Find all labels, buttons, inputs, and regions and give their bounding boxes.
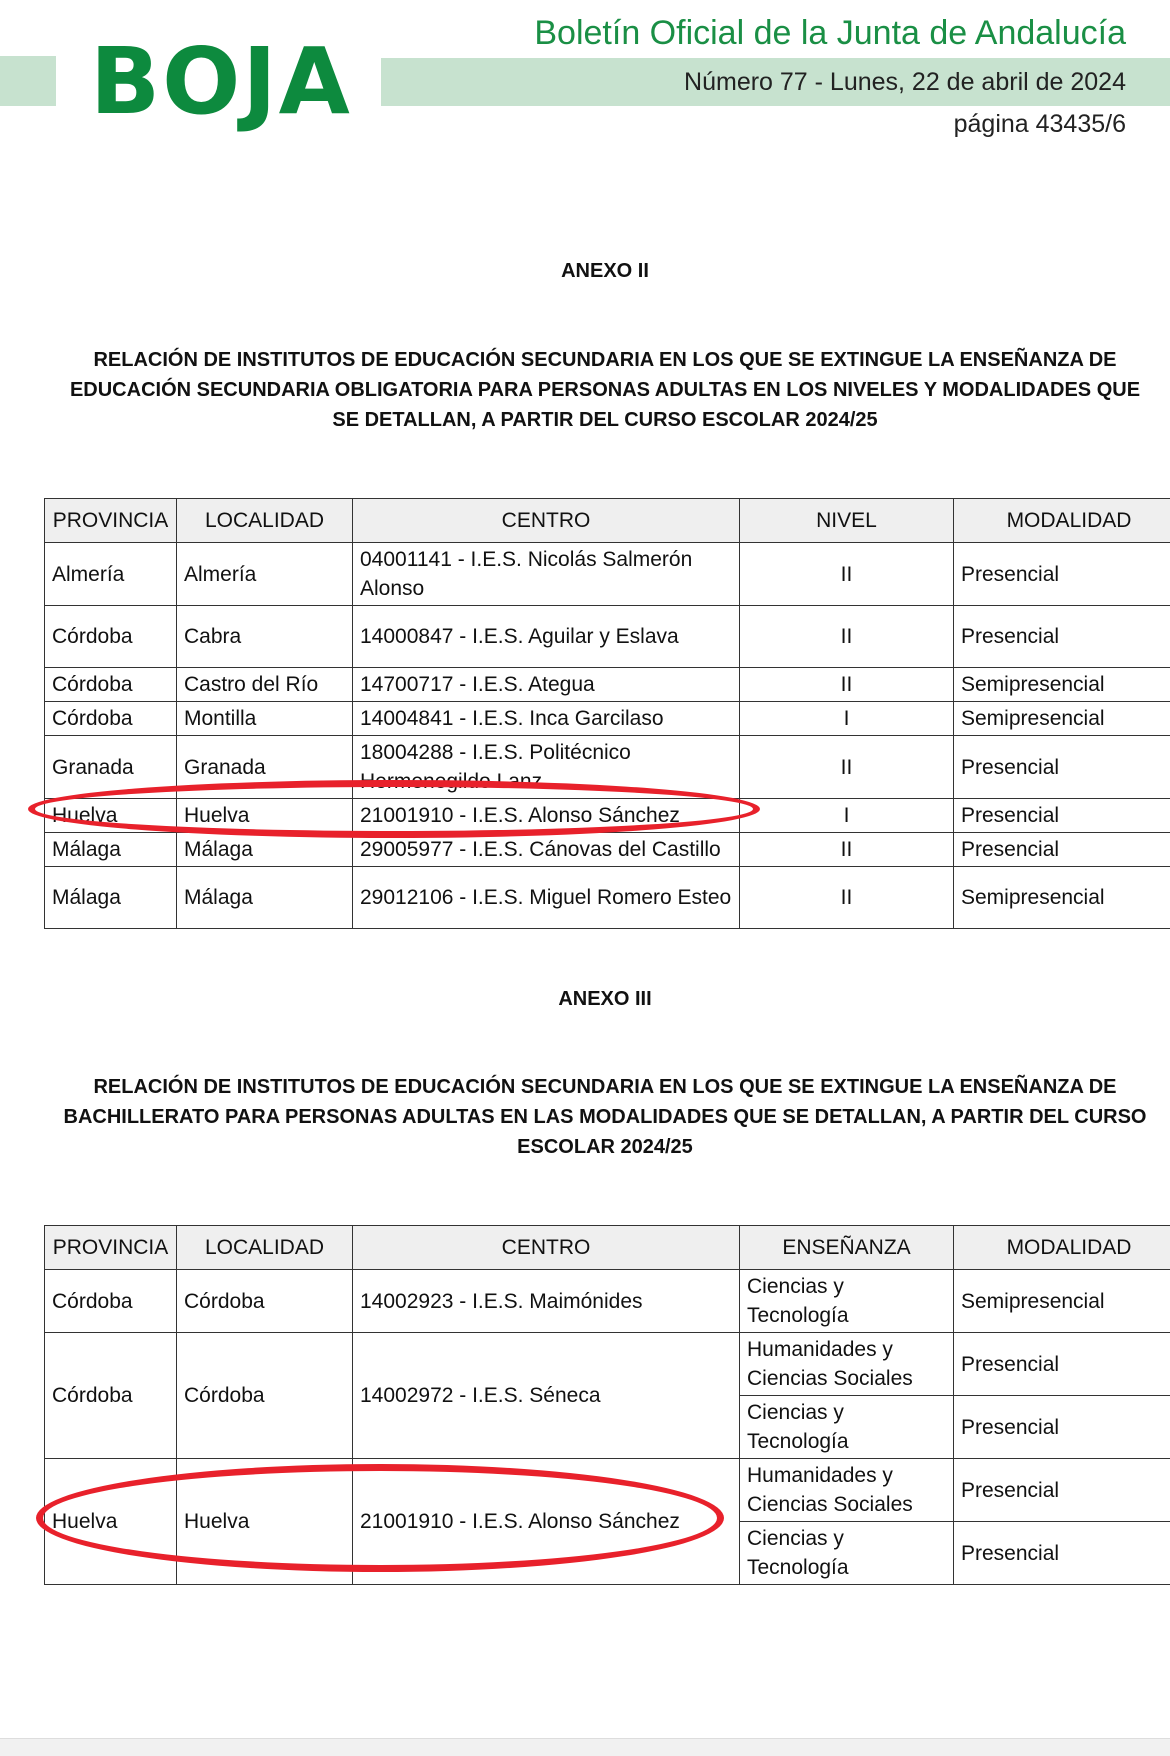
cell-modalidad: Presencial: [954, 799, 1170, 833]
cell-provincia: Córdoba: [45, 1270, 177, 1333]
cell-provincia: Huelva: [45, 1459, 177, 1585]
col-modalidad: MODALIDAD: [954, 1226, 1170, 1270]
cell-ensenanza: Humanidades y Ciencias Sociales: [740, 1459, 954, 1522]
cell-nivel: II: [740, 867, 954, 929]
cell-modalidad: Presencial: [954, 833, 1170, 867]
cell-ensenanza: Ciencias y Tecnología: [740, 1270, 954, 1333]
cell-localidad: Granada: [177, 736, 353, 799]
cell-provincia: Córdoba: [45, 606, 177, 668]
cell-modalidad: Presencial: [954, 606, 1170, 668]
col-localidad: LOCALIDAD: [177, 499, 353, 543]
cell-provincia: Almería: [45, 543, 177, 606]
cell-localidad: Montilla: [177, 702, 353, 736]
highlight-oval-annex3: [36, 1464, 724, 1572]
table-header-row: [45, 499, 1170, 543]
cell-modalidad: Presencial: [954, 1333, 1170, 1396]
cell-provincia: Málaga: [45, 833, 177, 867]
cell-provincia: Córdoba: [45, 1333, 177, 1459]
cell-nivel: II: [740, 833, 954, 867]
page-bottom-edge: [0, 1738, 1170, 1756]
cell-modalidad: Presencial: [954, 736, 1170, 799]
cell-localidad: Huelva: [177, 799, 353, 833]
cell-centro: 21001910 - I.E.S. Alonso Sánchez: [353, 799, 740, 833]
annex3-title: [40, 1072, 1170, 1162]
page-number: página 43435/6: [954, 110, 1126, 139]
cell-localidad: Castro del Río: [177, 668, 353, 702]
cell-provincia: Córdoba: [45, 668, 177, 702]
cell-nivel: II: [740, 543, 954, 606]
col-nivel: NIVEL: [740, 499, 954, 543]
bulletin-title: Boletín Oficial de la Junta de Andalucía: [534, 14, 1126, 53]
annex3-title-line: RELACIÓN DE INSTITUTOS DE EDUCACIÓN SECUNDARIA EN LOS QUE SE EXTINGUE LA ENSEÑANZA DE: [40, 1072, 1170, 1102]
cell-localidad: Málaga: [177, 867, 353, 929]
table-row: [45, 833, 1170, 867]
annex2-title-line: SE DETALLAN, A PARTIR DEL CURSO ESCOLAR 2024/25: [40, 405, 1170, 435]
table-row: [45, 668, 1170, 702]
cell-provincia: Huelva: [45, 799, 177, 833]
cell-provincia: Granada: [45, 736, 177, 799]
header-band-left: [0, 56, 56, 106]
table-row: [45, 543, 1170, 606]
table-row: [45, 702, 1170, 736]
annex3-title-line: ESCOLAR 2024/25: [40, 1132, 1170, 1162]
annex2-title-line: RELACIÓN DE INSTITUTOS DE EDUCACIÓN SECUNDARIA EN LOS QUE SE EXTINGUE LA ENSEÑANZA DE: [40, 345, 1170, 375]
cell-modalidad: Semipresencial: [954, 867, 1170, 929]
cell-modalidad: Semipresencial: [954, 1270, 1170, 1333]
cell-centro: 14000847 - I.E.S. Aguilar y Eslava: [353, 606, 740, 668]
cell-modalidad: Presencial: [954, 1522, 1170, 1585]
cell-provincia: Málaga: [45, 867, 177, 929]
cell-nivel: II: [740, 606, 954, 668]
annex3-heading: ANEXO III: [40, 984, 1170, 1014]
annex2-title: [40, 345, 1170, 435]
cell-centro: 04001141 - I.E.S. Nicolás Salmerón Alonso: [353, 543, 740, 606]
cell-nivel: I: [740, 702, 954, 736]
table-row: [45, 867, 1170, 929]
cell-modalidad: Semipresencial: [954, 702, 1170, 736]
cell-localidad: Málaga: [177, 833, 353, 867]
col-centro: CENTRO: [353, 1226, 740, 1270]
cell-localidad: Cabra: [177, 606, 353, 668]
highlight-oval-annex2: [28, 780, 760, 838]
cell-centro: 18004288 - I.E.S. Politécnico Hermenegildo Lanz: [353, 736, 740, 799]
annex2-table: [44, 498, 1170, 929]
cell-centro: 14700717 - I.E.S. Ategua: [353, 668, 740, 702]
annex2-title-line: EDUCACIÓN SECUNDARIA OBLIGATORIA PARA PERSONAS ADULTAS EN LOS NIVELES Y MODALIDADES QUE: [40, 375, 1170, 405]
cell-modalidad: Presencial: [954, 1396, 1170, 1459]
cell-ensenanza: Humanidades y Ciencias Sociales: [740, 1333, 954, 1396]
cell-centro: 14004841 - I.E.S. Inca Garcilaso: [353, 702, 740, 736]
table-row: [45, 1333, 1170, 1396]
table-row: [45, 606, 1170, 668]
annex3-title-line: BACHILLERATO PARA PERSONAS ADULTAS EN LAS MODALIDADES QUE SE DETALLAN, A PARTIR DEL CURSO: [40, 1102, 1170, 1132]
cell-centro: 29005977 - I.E.S. Cánovas del Castillo: [353, 833, 740, 867]
annex2-heading: ANEXO II: [40, 256, 1170, 286]
table-header-row: [45, 1226, 1170, 1270]
cell-modalidad: Presencial: [954, 1459, 1170, 1522]
cell-nivel: I: [740, 799, 954, 833]
cell-ensenanza: Ciencias y Tecnología: [740, 1396, 954, 1459]
cell-nivel: II: [740, 736, 954, 799]
cell-centro: 14002923 - I.E.S. Maimónides: [353, 1270, 740, 1333]
cell-provincia: Córdoba: [45, 702, 177, 736]
cell-modalidad: Presencial: [954, 543, 1170, 606]
issue-date: Número 77 - Lunes, 22 de abril de 2024: [684, 68, 1126, 97]
cell-centro: 21001910 - I.E.S. Alonso Sánchez: [353, 1459, 740, 1585]
col-provincia: PROVINCIA: [45, 1226, 177, 1270]
cell-modalidad: Semipresencial: [954, 668, 1170, 702]
cell-localidad: Huelva: [177, 1459, 353, 1585]
col-modalidad: MODALIDAD: [954, 499, 1170, 543]
col-ensenanza: ENSEÑANZA: [740, 1226, 954, 1270]
table-row: [45, 1270, 1170, 1333]
cell-localidad: Córdoba: [177, 1333, 353, 1459]
cell-centro: 14002972 - I.E.S. Séneca: [353, 1333, 740, 1459]
cell-nivel: II: [740, 668, 954, 702]
boja-logo: BOJA: [90, 36, 352, 128]
col-localidad: LOCALIDAD: [177, 1226, 353, 1270]
col-centro: CENTRO: [353, 499, 740, 543]
cell-ensenanza: Ciencias y Tecnología: [740, 1522, 954, 1585]
cell-localidad: Almería: [177, 543, 353, 606]
col-provincia: PROVINCIA: [45, 499, 177, 543]
cell-localidad: Córdoba: [177, 1270, 353, 1333]
cell-centro: 29012106 - I.E.S. Miguel Romero Esteo: [353, 867, 740, 929]
